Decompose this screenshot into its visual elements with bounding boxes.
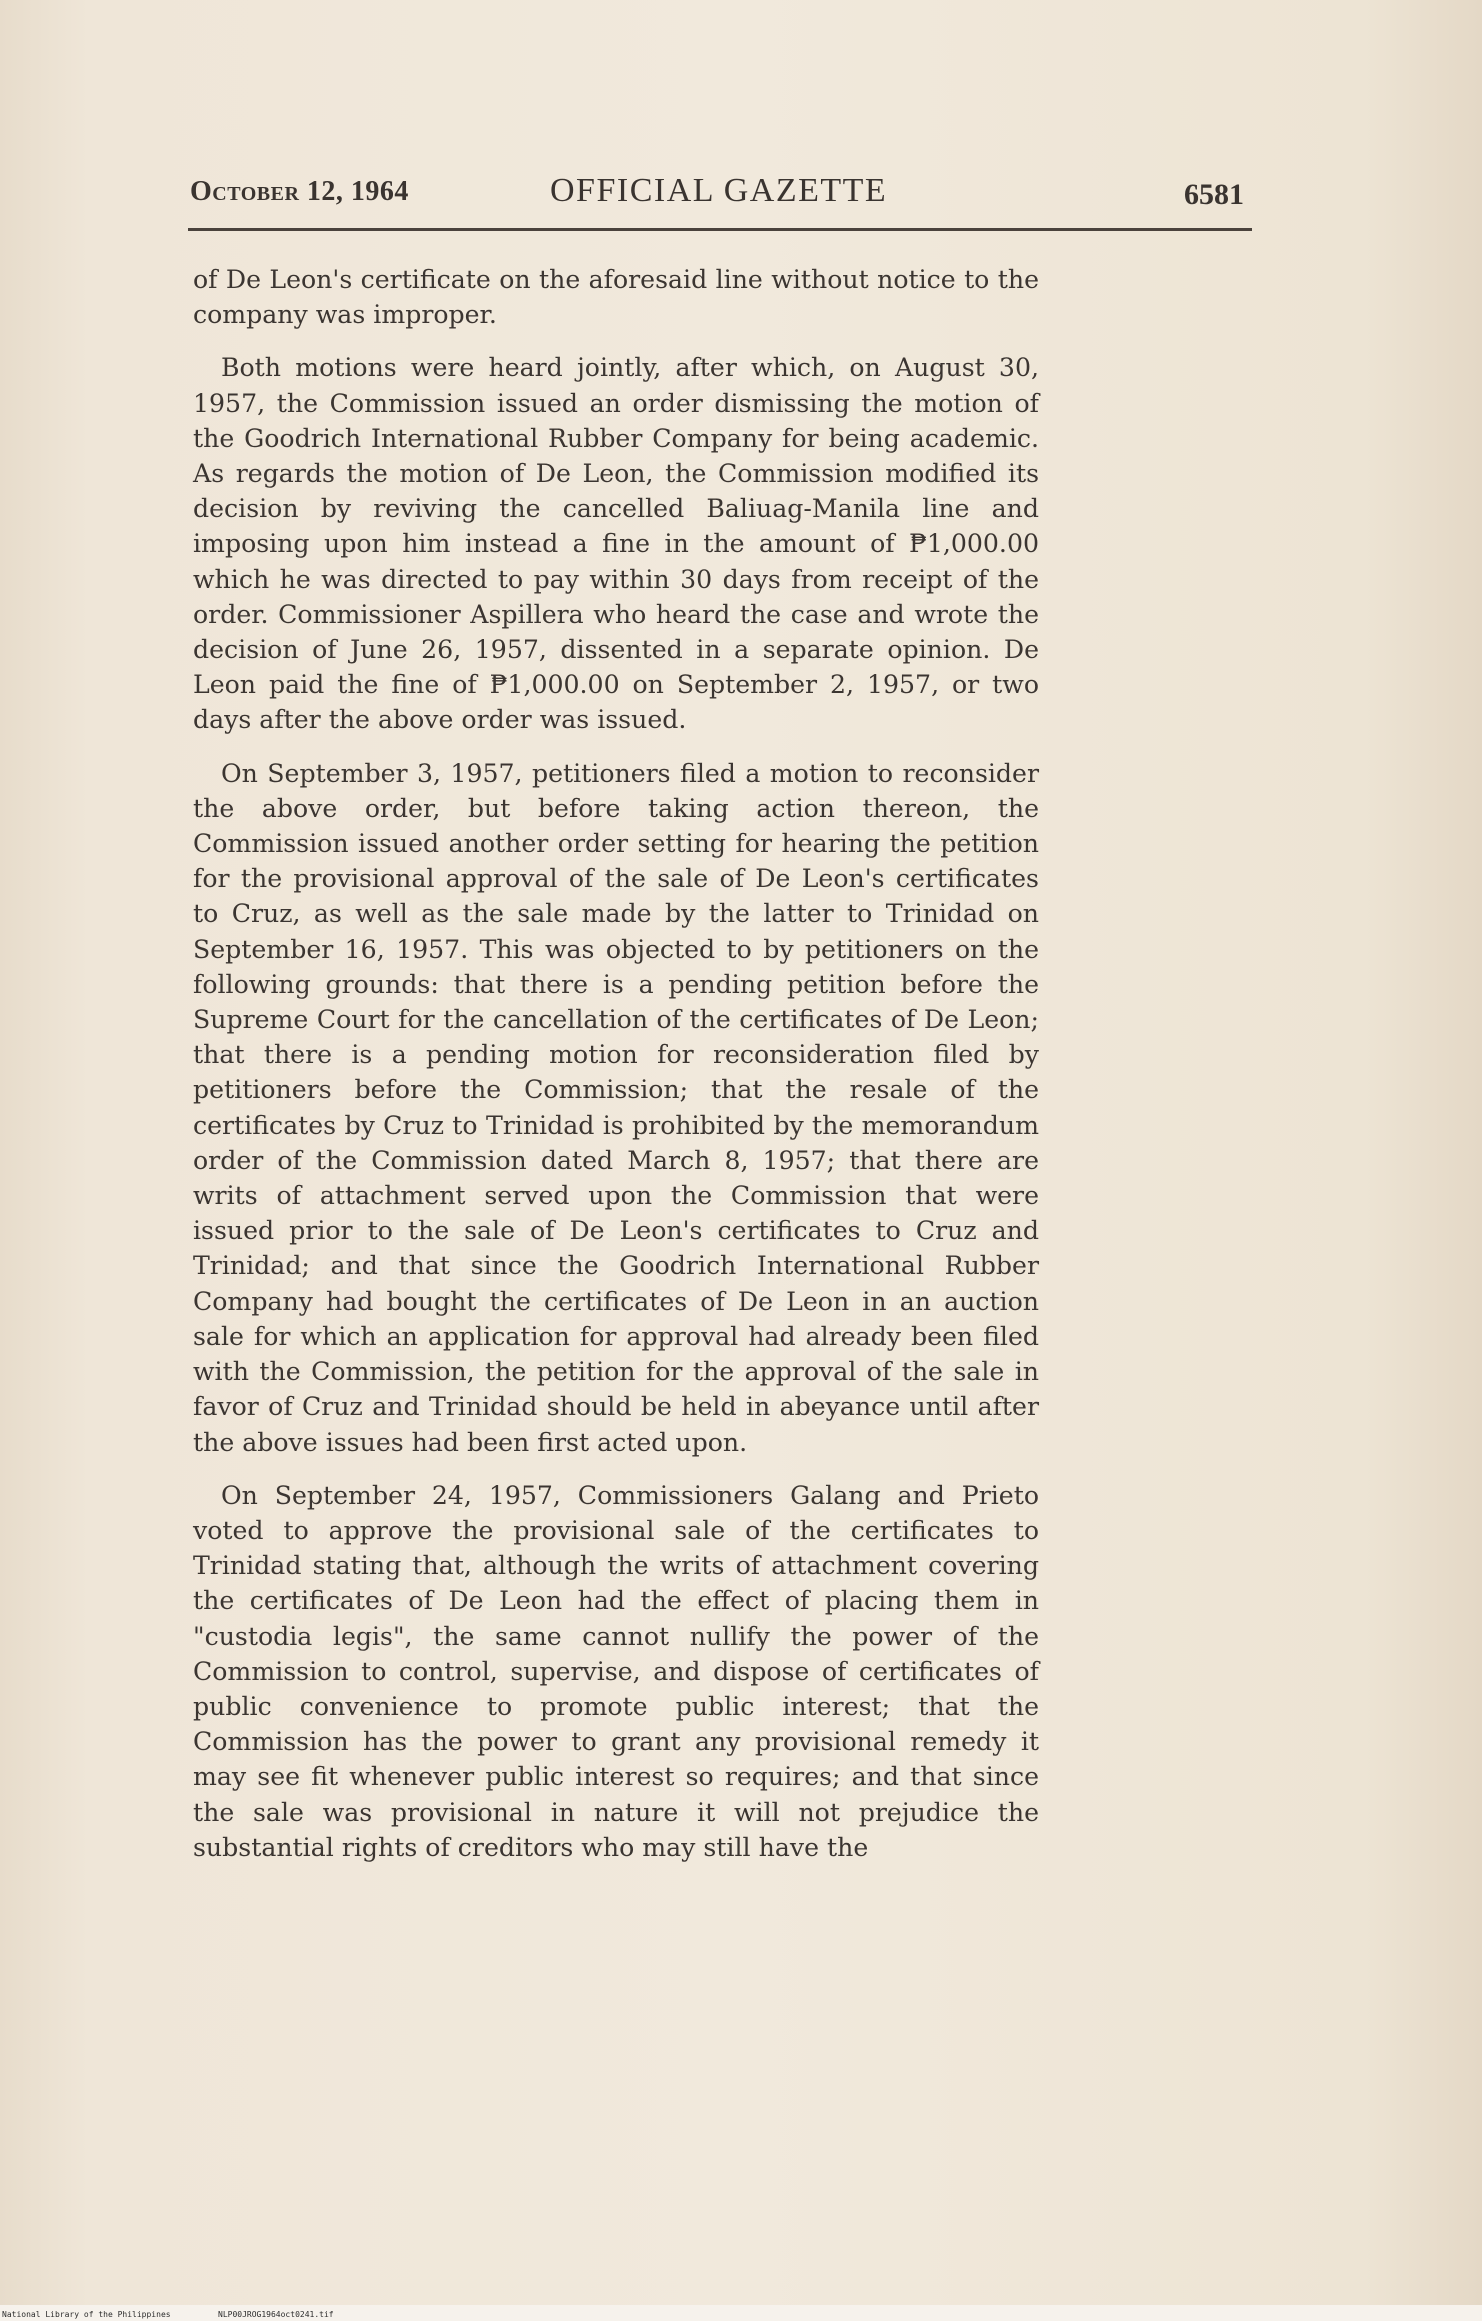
paragraph-1: of De Leon's certificate on the aforesaid line without notice to the company was improper.	[193, 265, 1039, 330]
footer-library: National Library of the Philippines	[2, 2310, 171, 2319]
header-date: October 12, 1964	[190, 176, 409, 207]
scan-footer	[0, 2305, 1482, 2319]
footer-filename: NLP00JROG1964oct0241.tif	[218, 2310, 334, 2319]
page-header	[190, 172, 1250, 222]
header-page-number: 6581	[1184, 178, 1244, 211]
paragraph-4: On September 24, 1957, Commissioners Galang and Prieto voted to approve the provisional sale of the certificates to Trinidad stating that, although the writs of attachment covering the certificates of De Leon had the effect of placing them in "custodia legis", the same cannot nullify the power of the Commission to control, supervise, and dispose of certificates of public convenience to promote public interest; that the Commission has the power to grant any provisional remedy it may see fit whenever public interest so requires; and that since the sale was provisional in nature it will not prejudice the substantial rights of creditors who may still have the	[193, 1480, 1039, 1862]
paragraph-2: Both motions were heard jointly, after which, on August 30, 1957, the Commission issued an order dismissing the motion of the Goodrich International Rubber Company for being academic. As regards the motion of De Leon, the Commission modified its decision by reviving the cancelled Baliuag-Manila line and imposing upon him instead a fine in the amount of ₱1,000.00 which he was directed to pay within 30 days from receipt of the order. Commissioner Aspillera who heard the case and wrote the decision of June 26, 1957, dissented in a separate opinion. De Leon paid the fine of ₱1,000.00 on September 2, 1957, or two days after the above order was issued.	[193, 353, 1039, 735]
header-publication-title: OFFICIAL GAZETTE	[550, 172, 888, 209]
body-text	[193, 262, 1039, 1883]
paragraph-3: On September 3, 1957, petitioners filed a motion to reconsider the above order, but before taking action thereon, the Commission issued another order setting for hearing the petition for the provisional approval of the sale of De Leon's certificates to Cruz, as well as the sale made by the latter to Trinidad on September 16, 1957. This was objected to by petitioners on the following grounds: that there is a pending petition before the Supreme Court for the cancellation of the certificates of De Leon; that there is a pending motion for reconsideration filed by petitioners before the Commission; that the resale of the certificates by Cruz to Trinidad is prohibited by the memorandum order of the Commission dated March 8, 1957; that there are writs of attachment served upon the Commission that were issued prior to the sale of De Leon's certificates to Cruz and Trinidad; and that since the Goodrich International Rubber Company had bought the certificates of De Leon in an auction sale for which an application for approval had already been filed with the Commission, the petition for the approval of the sale in favor of Cruz and Trinidad should be held in abeyance until after the above issues had been first acted upon.	[193, 758, 1039, 1457]
header-rule	[188, 228, 1252, 231]
